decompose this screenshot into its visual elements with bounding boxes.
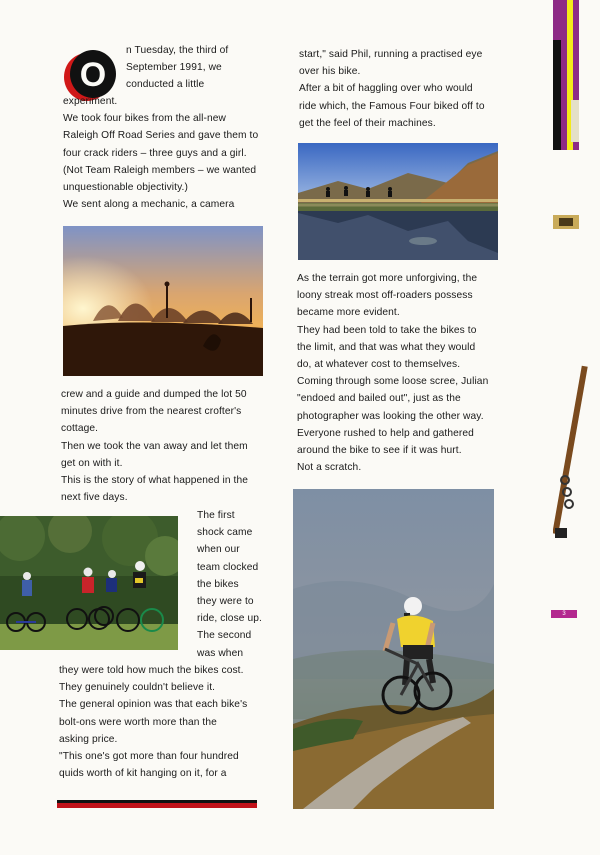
page-number: 3 <box>551 610 577 618</box>
bottom-rule-red <box>57 803 257 808</box>
column2-top-paragraphs: start," said Phil, running a practised eye over his bike. After a bit of haggling over who would ride which, the Famous Four biked off to get the feel of their machines. <box>299 49 485 129</box>
photo-ridge-rider <box>293 489 494 809</box>
drop-cap-letter: O <box>79 56 107 94</box>
column1-bottom-paragraphs: they were told how much the bikes cost. They genuinely couldn't believe it. The general opinion was that each bike's bolt-ons were worth more than the asking price. "This one's got more than four hundred quids worth of kit hanging on it, for a <box>59 665 248 780</box>
decorative-side-strip <box>553 0 600 850</box>
photo-four-riders <box>0 516 178 650</box>
photo-lake-riders <box>298 143 498 260</box>
column1-middle-paragraphs: crew and a guide and dumped the lot 50 minutes drive from the nearest crofter's cottage. Then we took the van away and let them get on with it. This is the story of what happened in the next five days. <box>61 389 249 504</box>
column2-middle-paragraphs: As the terrain got more unforgiving, the loony streak most off-roaders possess became more evident. They had been told to take the bikes to the limit, and that was what they would do, at whatever cost to themselves. Coming through some loose scree, Julian "endoed and bailed out", just as the photographer was looking the other way. Everyone rushed to help and gathered around the bike to see if it was hurt. Not a scratch. <box>297 273 489 474</box>
intro-lines-indented: n Tuesday, the third of September 1991, we conducted a little <box>126 45 229 91</box>
photo-sunset-camp <box>63 226 263 376</box>
intro-paragraphs: experiment. We took four bikes from the all-new Raleigh Off Road Series and gave them to four crack riders – three guys and a girl. (Not Team Raleigh members – we wanted unquestionable objectivity.) We sent along a mechanic, a camera <box>63 96 259 211</box>
column1-narrow-paragraph: The first shock came when our team clocked the bikes they were to ride, close up. The second was when <box>197 510 262 659</box>
